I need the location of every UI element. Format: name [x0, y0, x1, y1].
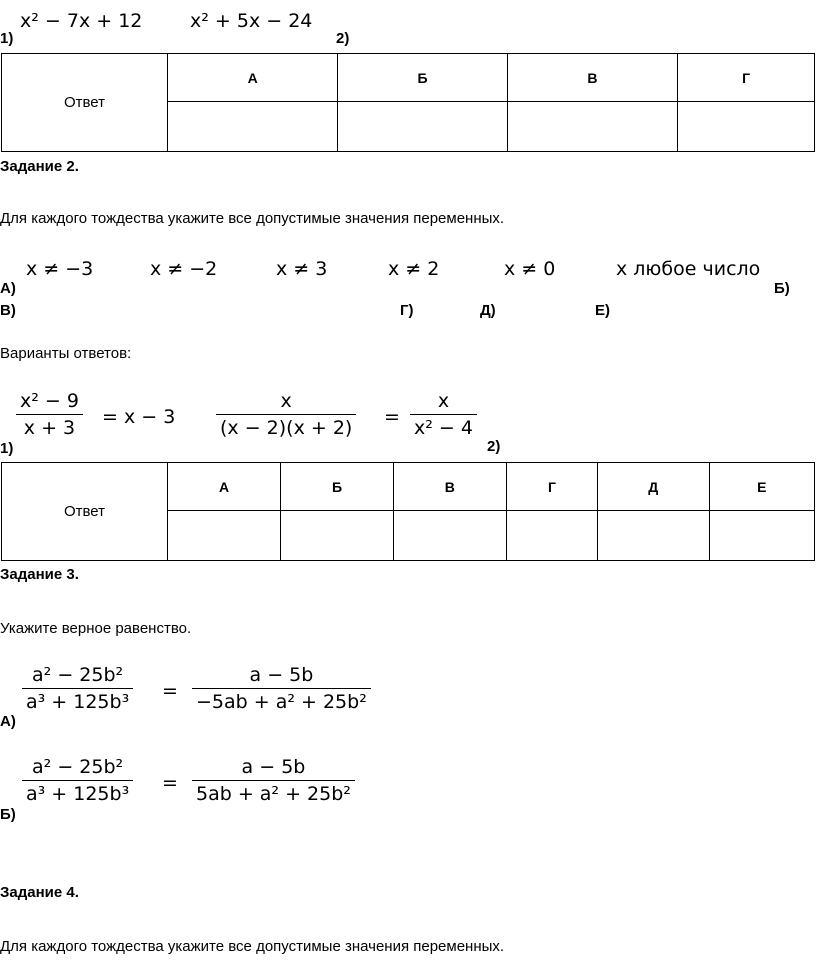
identity-2-right-fraction	[410, 390, 477, 439]
task1-label-2: 2)	[336, 30, 350, 47]
task1-expression-2: x² + 5x − 24	[190, 10, 313, 32]
eq-b-left-fraction	[22, 756, 133, 805]
option-b-label: Б)	[774, 280, 790, 297]
identity-2-right-numerator: x	[437, 390, 450, 412]
header-cell-d: Д	[597, 463, 709, 511]
task1-expression-1: x² − 7x + 12	[20, 10, 143, 32]
answer-row-label: Ответ	[2, 463, 168, 561]
identity-2-left-fraction	[216, 390, 356, 439]
eq-b-label: Б)	[0, 806, 16, 823]
option-a-expression: x ≠ −3	[26, 258, 94, 280]
option-g-expression: x ≠ 2	[388, 258, 440, 280]
option-d-expression: x ≠ 0	[504, 258, 556, 280]
eq-b-right-denominator: 5ab + a² + 25b²	[196, 783, 351, 805]
eq-a-equals: =	[162, 680, 178, 702]
header-cell-g: Г	[506, 463, 597, 511]
task2-instruction: Для каждого тождества укажите все допустимые значения переменных.	[0, 210, 505, 227]
eq-a-left-fraction	[22, 664, 133, 713]
answer-cell-v[interactable]	[393, 511, 506, 561]
identity-2-left-denominator: (x − 2)(x + 2)	[220, 417, 353, 439]
identity-2-left-numerator: x	[280, 390, 292, 412]
header-cell-g: Г	[678, 54, 815, 102]
answer-cell-e[interactable]	[709, 511, 814, 561]
task1-label-1: 1)	[0, 30, 14, 47]
task3-instruction: Укажите верное равенство.	[0, 620, 192, 637]
eq-a-left-numerator: a² − 25b²	[32, 664, 124, 686]
header-cell-a: А	[168, 54, 338, 102]
eq-a-right-denominator: −5ab + a² + 25b²	[196, 691, 367, 713]
identity-1-denominator: x + 3	[23, 417, 76, 439]
variants-title: Варианты ответов:	[0, 345, 132, 362]
eq-b-right-fraction	[192, 756, 355, 805]
task4-instruction: Для каждого тождества укажите все допустимые значения переменных.	[0, 938, 505, 955]
header-cell-b: Б	[338, 54, 507, 102]
option-d-label: Д)	[480, 302, 496, 319]
answer-cell-a[interactable]	[168, 511, 281, 561]
eq-b-left-numerator: a² − 25b²	[32, 756, 124, 778]
header-cell-b: Б	[281, 463, 394, 511]
eq-a-left-denominator: a³ + 125b³	[26, 691, 130, 713]
identity-1-rhs: = x − 3	[102, 406, 176, 428]
task3-title: Задание 3.	[0, 566, 79, 583]
answer-cell-g[interactable]	[506, 511, 597, 561]
option-v-label: В)	[0, 302, 16, 319]
header-cell-e: Е	[709, 463, 814, 511]
eq-b-left-denominator: a³ + 125b³	[26, 783, 130, 805]
identity-2-equals: =	[384, 406, 400, 428]
eq-b-equals: =	[162, 772, 178, 794]
answer-cell-a[interactable]	[168, 102, 338, 152]
answer-cell-b[interactable]	[281, 511, 394, 561]
option-e-label: Е)	[595, 302, 610, 319]
answer-cell-g[interactable]	[678, 102, 815, 152]
option-b-expression: x ≠ −2	[150, 258, 218, 280]
eq-a-right-fraction	[192, 664, 371, 713]
identity-2-right-denominator: x² − 4	[414, 417, 473, 439]
answer-row-label: Ответ	[2, 54, 168, 152]
identity-1-numerator: x² − 9	[20, 390, 79, 412]
answer-cell-d[interactable]	[597, 511, 709, 561]
header-cell-v: В	[393, 463, 506, 511]
task2-answer-table	[1, 462, 815, 561]
task4-title: Задание 4.	[0, 884, 79, 901]
task2-title: Задание 2.	[0, 158, 79, 175]
eq-b-right-numerator: a − 5b	[241, 756, 306, 778]
identity-1-label: 1)	[0, 440, 14, 457]
identity-1-fraction	[16, 390, 83, 439]
option-e-expression: x любое число	[616, 258, 761, 280]
eq-a-right-numerator: a − 5b	[249, 664, 314, 686]
header-cell-v: В	[507, 54, 677, 102]
option-a-label: А)	[0, 280, 16, 297]
option-g-label: Г)	[400, 302, 414, 319]
identity-2-label: 2)	[487, 438, 501, 455]
answer-cell-b[interactable]	[338, 102, 507, 152]
option-v-expression: x ≠ 3	[276, 258, 328, 280]
task1-answer-table	[1, 53, 815, 152]
header-cell-a: А	[168, 463, 281, 511]
eq-a-label: А)	[0, 713, 16, 730]
answer-cell-v[interactable]	[507, 102, 677, 152]
